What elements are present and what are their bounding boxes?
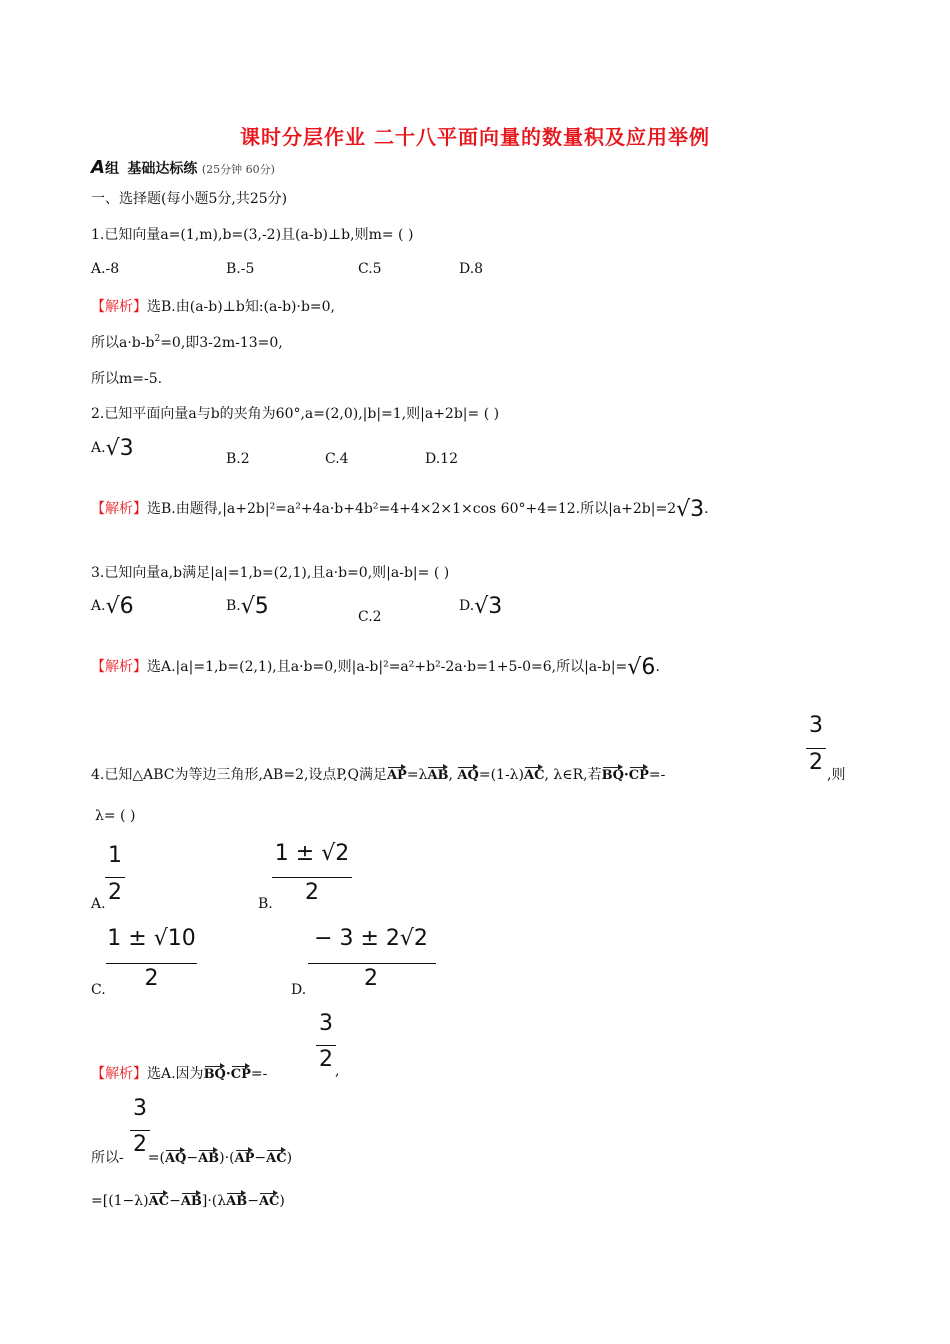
q1-stem: 1.已知向量a=(1,m),b=(3,-2)且(a-b)⊥b,则m= ( ) [91,227,414,243]
q1-solution-line1: 【解析】选B.由(a-b)⊥b知:(a-b)·b=0, [91,299,336,315]
vector-cp: CP [628,768,649,783]
q4-sol2-frac-den: 2 [133,1132,147,1157]
q4-sol2-frac-num: 3 [133,1096,147,1121]
q4-option-d: D. [291,982,307,998]
vector-aq: AQ [457,768,479,783]
q4-opt-c-den: 2 [144,966,159,991]
section-name: 基础达标练 [127,161,198,177]
q4-stem: 4.已知△ABC为等边三角形,AB=2,设点P,Q满足AP=λAB, AQ=(1-λ)AC, λ∈R,若BQ·CP=- [91,767,666,783]
q4-solution-line2: 所以- =(AQ−AB)·(AP−AC) [91,1150,293,1166]
part-heading: 一、选择题(每小题5分,共25分) [91,191,288,207]
q2-stem: 2.已知平面向量a与b的夹角为60°,a=(2,0),|b|=1,则|a+2b|= ( ) [91,406,500,422]
q4-opt-a-num: 1 [108,843,122,868]
q4-sol-frac-num: 3 [319,1011,333,1036]
q4-frac-den: 2 [809,750,823,775]
q4-frac-bar [806,748,826,749]
q4-option-a: A. [91,896,106,912]
q4-opt-c-num: 1 ± √10 [107,926,196,951]
vector-ap: AP [386,768,407,783]
q4-stem-end: ,则 [827,767,846,783]
section-header [91,157,275,178]
q1-option-a: A.-8 [91,261,120,277]
vector-ac: AC [524,768,545,783]
q4-opt-b-den: 2 [305,880,319,905]
q3-option-a: A.√6 [91,594,134,619]
page-title: 课时分层作业 二十八平面向量的数量积及应用举例 [240,125,710,149]
q2-option-a: A.√3 [91,436,134,461]
q2-solution: 【解析】选B.由题得,|a+2b|²=a²+4a·b+4b²=4+4×2×1×cos 60°+4=12.所以|a+2b|=2√3. [91,497,709,522]
solution-tag: 【解析】 [91,659,147,675]
q4-sol-frac-den: 2 [319,1047,333,1072]
q4-opt-b-num: 1 ± √2 [274,841,350,866]
vector-bq: BQ [601,768,624,783]
q3-option-d: D.√3 [459,594,503,619]
section-time: (25分钟 60分) [201,163,275,176]
q3-option-c: C.2 [358,609,382,625]
solution-tag: 【解析】 [91,1066,147,1082]
q2-option-d: D.12 [425,451,458,467]
solution-tag: 【解析】 [91,501,147,517]
q3-stem: 3.已知向量a,b满足|a|=1,b=(2,1),且a·b=0,则|a-b|= ( ) [91,565,450,581]
q1-solution-line3: 所以m=-5. [91,371,163,387]
sqrt-3: √3 [105,436,134,461]
q4-solution-line1: 【解析】选A.因为BQ·CP=- [91,1066,268,1082]
q2-option-b: B.2 [226,451,250,467]
q1-option-c: C.5 [358,261,382,277]
q4-opt-a-den: 2 [108,880,122,905]
q3-solution: 【解析】选A.|a|=1,b=(2,1),且a·b=0,则|a-b|²=a²+b²-2a·b=1+5-0=6,所以|a-b|=√6. [91,655,660,680]
q4-option-b: B. [258,896,273,912]
q1-option-d: D.8 [459,261,484,277]
section-group: 组 [104,161,119,177]
q4-solution-line1-end: , [335,1063,340,1079]
q4-opt-d-num: − 3 ± 2√2 [314,926,428,951]
vector-ab: AB [427,768,449,783]
q4-option-c: C. [91,982,106,998]
q3-option-b: B.√5 [226,594,269,619]
q4-frac-num: 3 [809,713,823,738]
q4-solution-line3: =[(1−λ)AC−AB]·(λAB−AC) [91,1193,285,1209]
solution-tag: 【解析】 [91,299,147,315]
q4-stem-line2: λ= ( ) [95,808,136,824]
q2-option-c: C.4 [325,451,349,467]
q4-opt-d-den: 2 [364,966,378,991]
section-badge: A [91,157,105,178]
q1-option-b: B.-5 [226,261,255,277]
q1-solution-line2: 所以$a\cdot b-b^2=0$,即3-2m-13=0, [91,334,283,351]
